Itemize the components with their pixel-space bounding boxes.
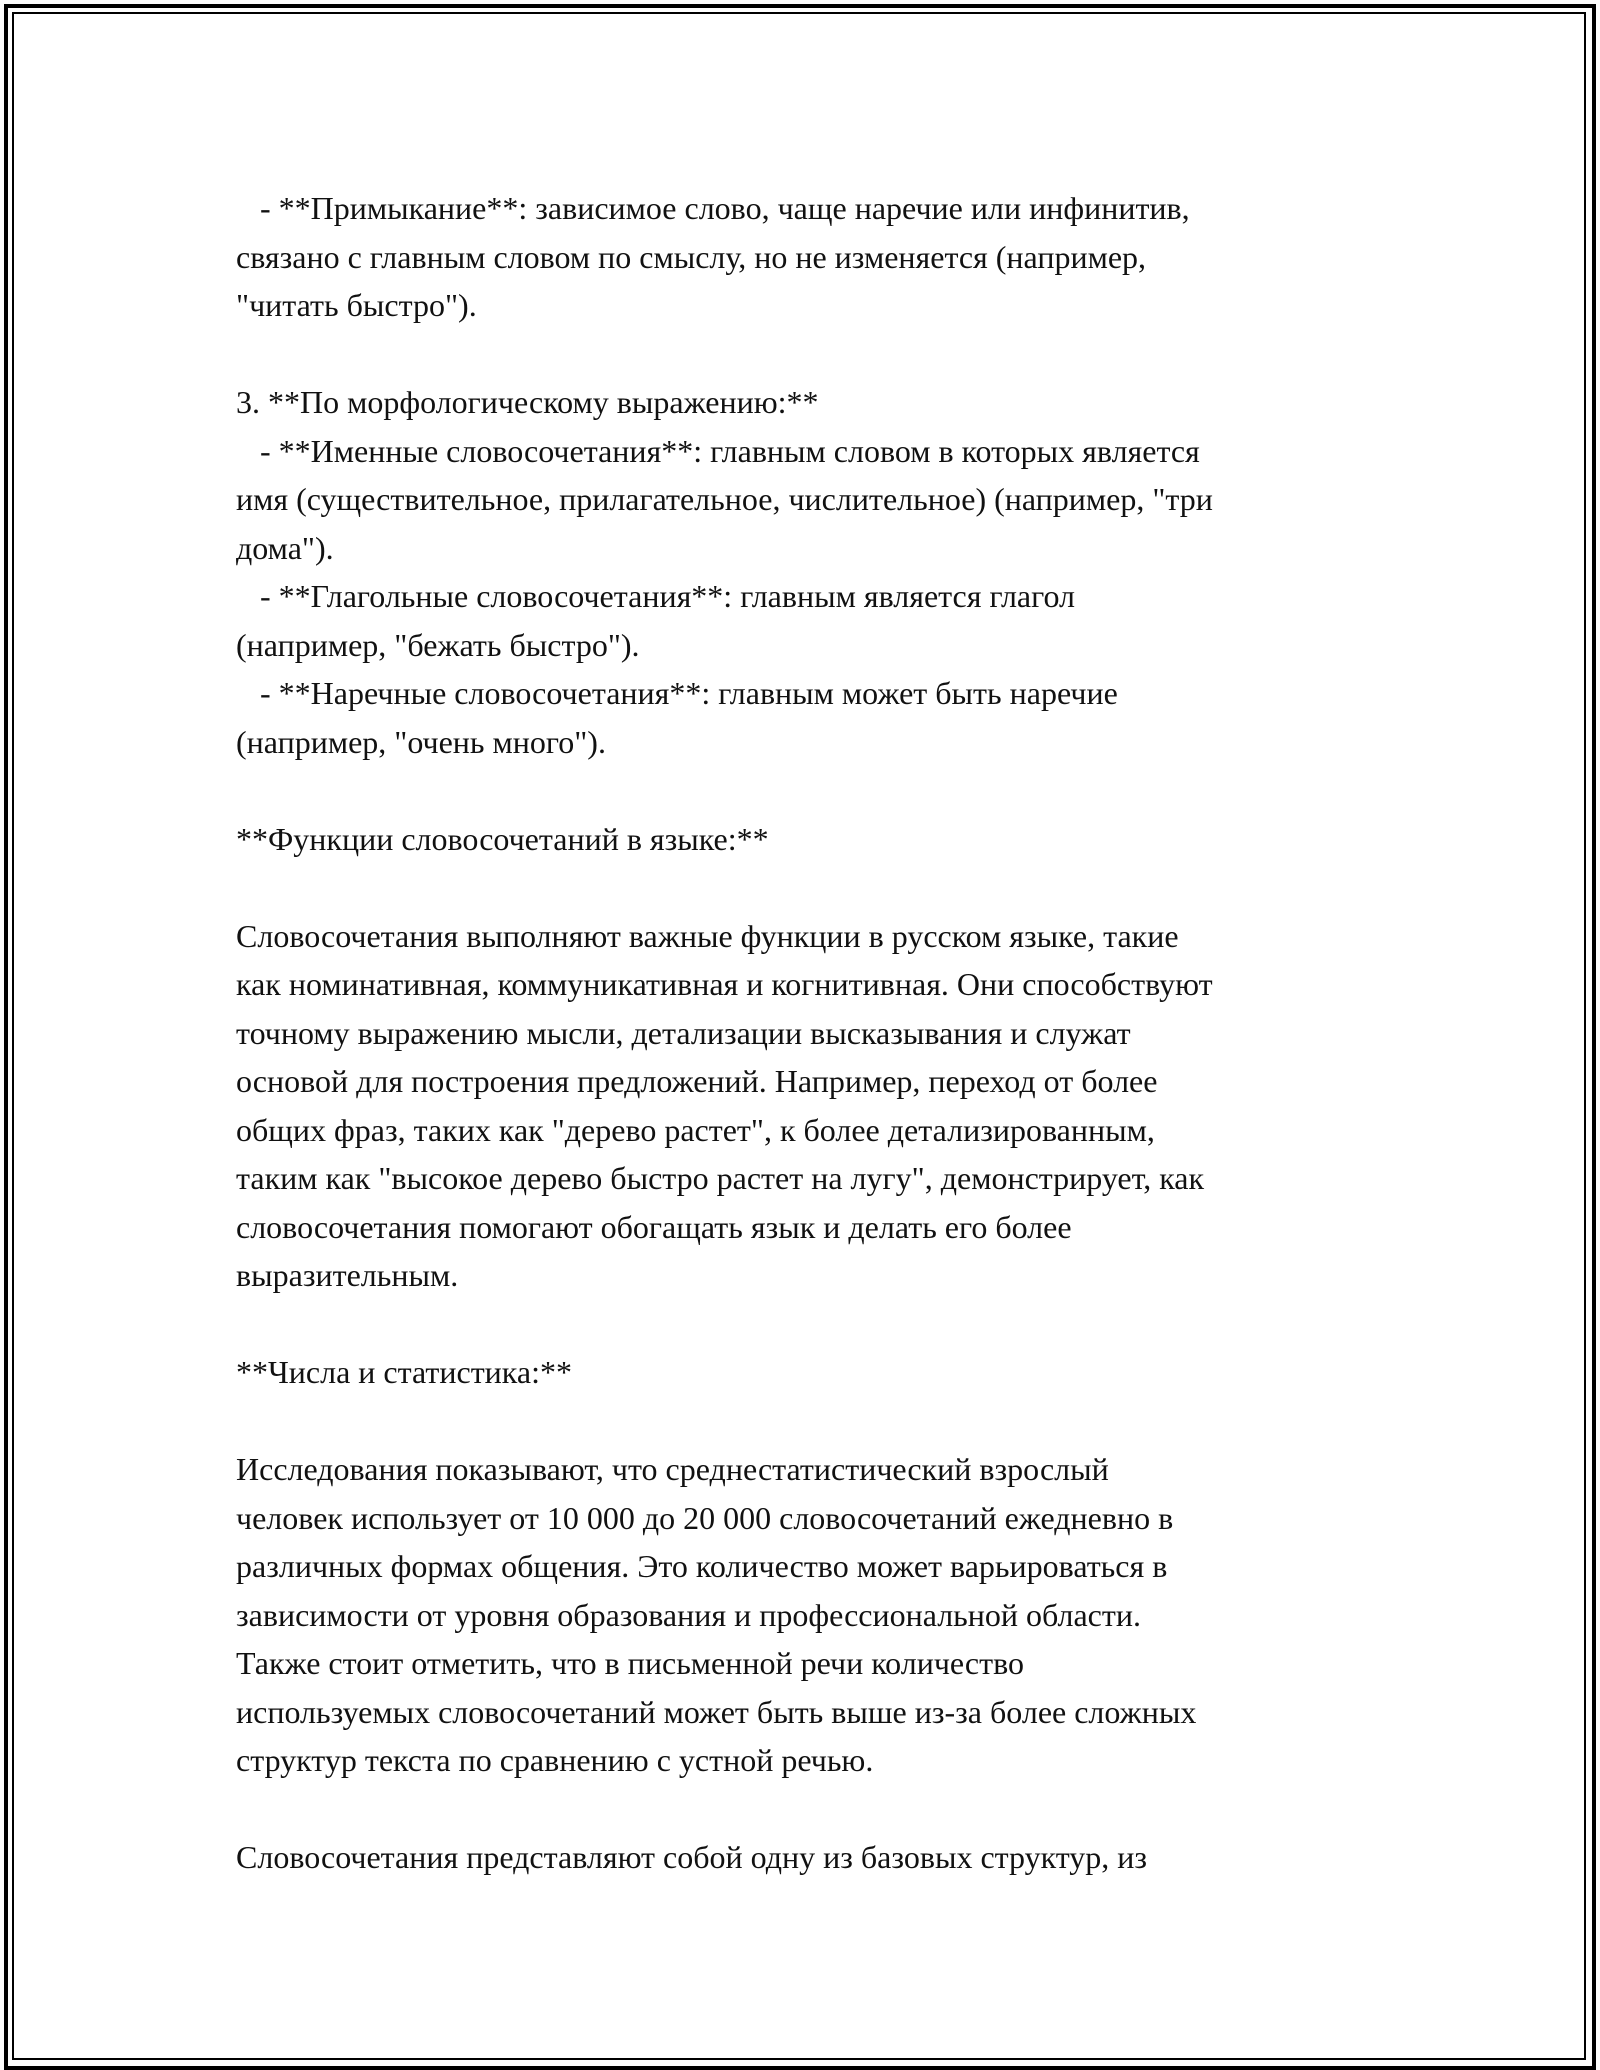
text-line: точному выражению мысли, детализации высказывания и служат — [236, 1014, 1131, 1051]
text-line: - **Именные словосочетания**: главным словом в которых является — [236, 432, 1200, 469]
text-line: связано с главным словом по смыслу, но не изменяется (например, — [236, 238, 1147, 275]
blank-line — [236, 1785, 1406, 1834]
text-line: основой для построения предложений. Например, переход от более — [236, 1063, 1158, 1099]
text-line: выразительным. — [236, 1257, 459, 1293]
document-body — [236, 184, 1406, 1882]
text-line: словосочетания помогают обогащать язык и делать его более — [236, 1208, 1072, 1245]
text-line: 3. **По морфологическому выражению:** — [236, 384, 819, 420]
text-line: как номинативная, коммуникативная и когнитивная. Они способствуют — [236, 966, 1213, 1002]
text-line: различных формах общения. Это количество может варьироваться в — [236, 1548, 1168, 1584]
text-line: используемых словосочетаний может быть выше из-за более сложных — [236, 1693, 1197, 1730]
text-line: (например, "бежать быстро"). — [236, 626, 640, 663]
text-line: "читать быстро"). — [236, 287, 477, 323]
text-line: Словосочетания представляют собой одну из базовых структур, из — [236, 1839, 1148, 1875]
text-line: - **Примыкание**: зависимое слово, чаще наречие или инфинитив, — [236, 190, 1190, 226]
text-line: имя (существительное, прилагательное, числительное) (например, "три — [236, 481, 1213, 517]
text-line: (например, "очень много"). — [236, 723, 606, 760]
blank-line — [236, 863, 1406, 912]
text-line: Также стоит отметить, что в письменной речи количество — [236, 1645, 1024, 1681]
blank-line — [236, 1397, 1406, 1446]
section-heading-statistics: **Числа и статистика:** — [236, 1354, 572, 1390]
section-heading-functions: **Функции словосочетаний в языке:** — [236, 820, 769, 857]
text-line: человек использует от 10 000 до 20 000 словосочетаний ежедневно в — [236, 1499, 1174, 1536]
text-line: Словосочетания выполняют важные функции в русском языке, такие — [236, 917, 1179, 954]
text-line: структур текста по сравнению с устной речью. — [236, 1742, 874, 1778]
text-line: общих фраз, таких как "дерево растет", к более детализированным, — [236, 1111, 1155, 1148]
blank-line — [236, 1300, 1406, 1349]
text-line: - **Глагольные словосочетания**: главным является глагол — [236, 578, 1075, 614]
blank-line — [236, 766, 1406, 815]
text-line: дома"). — [236, 529, 334, 566]
text-line: таким как "высокое дерево быстро растет на лугу", демонстрирует, как — [236, 1160, 1205, 1196]
blank-line — [236, 330, 1406, 379]
text-line: зависимости от уровня образования и профессиональной области. — [236, 1596, 1141, 1633]
text-line: Исследования показывают, что среднестатистический взрослый — [236, 1451, 1109, 1487]
text-line: - **Наречные словосочетания**: главным может быть наречие — [236, 675, 1118, 711]
